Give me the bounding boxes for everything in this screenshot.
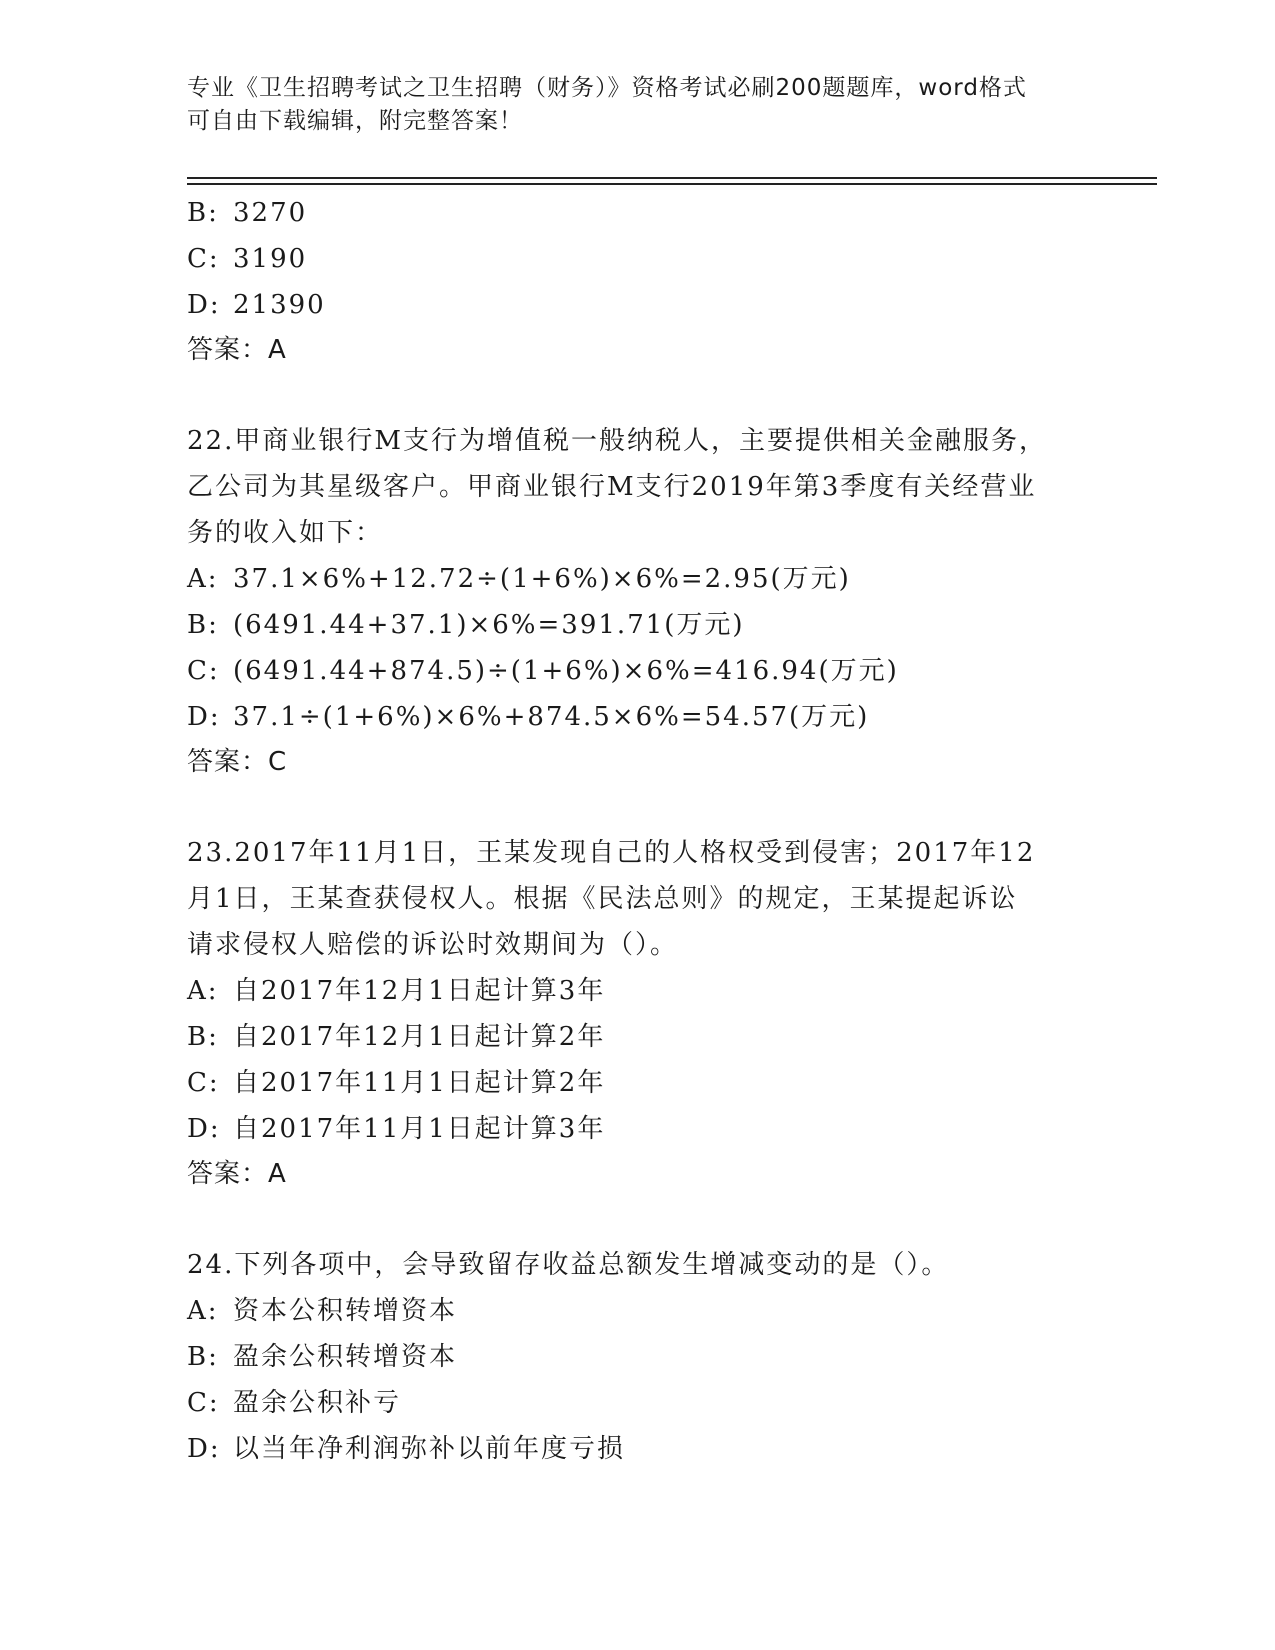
answer: 答案：A <box>187 1159 287 1189</box>
question-22 <box>187 418 1087 784</box>
option-d: D: 自2017年11月1日起计算3年 <box>187 1114 606 1144</box>
option-a: A: 资本公积转增资本 <box>187 1296 458 1326</box>
header-rule-top <box>187 177 1157 179</box>
header-rule-bottom <box>187 183 1157 185</box>
header-line-2: 可自由下载编辑，附完整答案！ <box>187 108 523 134</box>
answer: 答案：C <box>187 747 288 777</box>
option-d: D: 以当年净利润弥补以前年度亏损 <box>187 1434 626 1464</box>
document-body <box>187 190 1087 1472</box>
answer: 答案：A <box>187 335 287 365</box>
option-d: D: 21390 <box>187 290 326 320</box>
question-21 <box>187 190 1087 372</box>
option-a: A: 37.1×6%+12.72÷(1+6%)×6%=2.95(万元) <box>187 564 851 594</box>
option-b: B: (6491.44+37.1)×6%=391.71(万元) <box>187 610 745 640</box>
header-line-1: 专业《卫生招聘考试之卫生招聘（财务）》资格考试必刷200题题库，word格式 <box>187 75 1027 101</box>
question-text: 23.2017年11月1日，王某发现自己的人格权受到侵害；2017年12 月1日，王某查获侵权人。根据《民法总则》的规定，王某提起诉讼 请求侵权人赔偿的诉讼时效期间为（）。 <box>187 838 1036 960</box>
option-d: D: 37.1÷(1+6%)×6%+874.5×6%=54.57(万元) <box>187 702 870 732</box>
option-c: C: (6491.44+874.5)÷(1+6%)×6%=416.94(万元) <box>187 656 899 686</box>
option-c: C: 自2017年11月1日起计算2年 <box>187 1068 606 1098</box>
option-a: A: 自2017年12月1日起计算3年 <box>187 976 606 1006</box>
option-b: B: 自2017年12月1日起计算2年 <box>187 1022 606 1052</box>
question-24 <box>187 1242 1087 1472</box>
document-header <box>187 72 1087 138</box>
option-c: C: 盈余公积补亏 <box>187 1388 402 1418</box>
question-23 <box>187 830 1087 1196</box>
question-text: 22.甲商业银行M支行为增值税一般纳税人，主要提供相关金融服务， 乙公司为其星级客户。甲商业银行M支行2019年第3季度有关经营业 务的收入如下： <box>187 426 1047 548</box>
question-text: 24.下列各项中，会导致留存收益总额发生增减变动的是（）。 <box>187 1250 950 1280</box>
option-c: C: 3190 <box>187 244 308 274</box>
option-b: B: 盈余公积转增资本 <box>187 1342 458 1372</box>
option-b: B: 3270 <box>187 198 308 228</box>
